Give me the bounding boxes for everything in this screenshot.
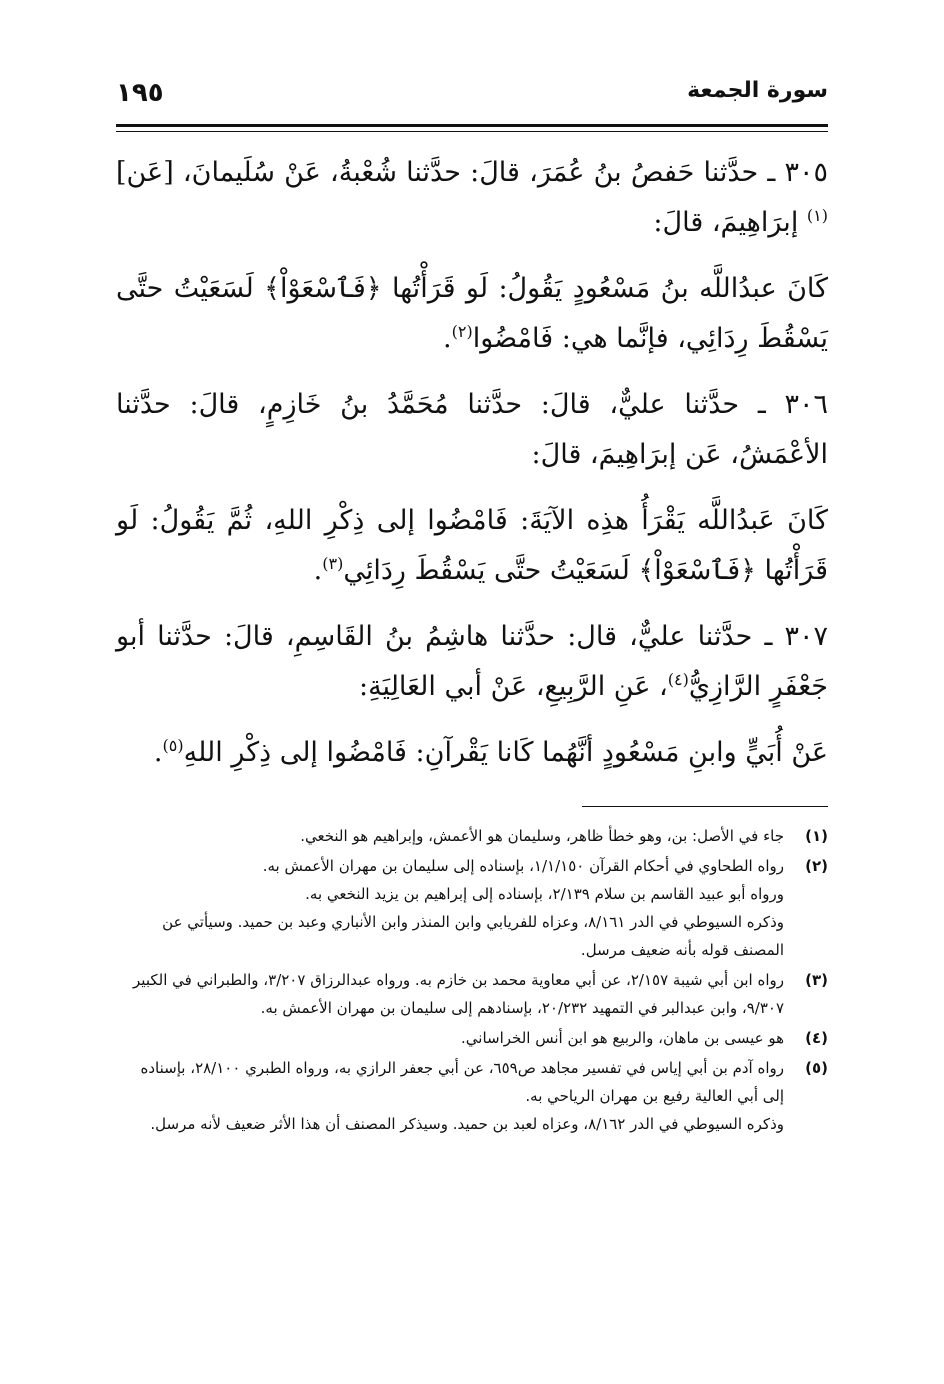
footnote-line: جاء في الأصل: بن، وهو خطأ ظاهر، وسليمان هو الأعمش، وإبراهيم هو النخعي. <box>300 827 784 845</box>
footnote-number: (٢) <box>805 857 828 875</box>
footnote-ref: (٢) <box>451 322 473 341</box>
footnote-line: وذكره السيوطي في الدر ٨/١٦١، وعزاه للفريابي وابن المنذر وابن الأنباري وعبد بن حميد. وسيأتي عن المصنف قوله بأنه ضعيف مرسل. <box>162 913 784 959</box>
footnote-body <box>116 1054 784 1138</box>
footnote-ref: (٣) <box>322 554 344 573</box>
page-header <box>116 78 828 118</box>
footnote-line: هو عيسى بن ماهان، والربيع هو ابن أنس الخراساني. <box>461 1029 784 1047</box>
text-run: كَانَ عبدُاللَّه بنُ مَسْعُودٍ يَقُولُ: لَو قَرَأْتُها ﴿فَٱسْعَوْاْ﴾ لَسَعَيْتُ حتَّى يَسْقُطَ رِدَائِي، فإنَّما هي: فَامْضُوا <box>116 273 828 354</box>
text-run: ٣٠٧ ـ حدَّثنا عليٌّ، قال: حدَّثنا هاشِمُ بنُ القَاسِمِ، قالَ: حدَّثنا أبو جَعْفَرٍ الرَّازِيُّ <box>116 621 828 702</box>
text-run: ، عَنِ الرَّبِيعِ، عَنْ أبي العَالِيَةِ: <box>358 671 668 702</box>
footnote-number: (٥) <box>805 1059 828 1077</box>
footnote-ref: (١) <box>806 206 828 225</box>
page-number: ١٩٥ <box>116 78 164 108</box>
text-run: ٣٠٦ ـ حدَّثنا عليٌّ، قالَ: حدَّثنا مُحَمَّدُ بنُ خَازِمٍ، قالَ: حدَّثنا الأعْمَشُ، عَن إبرَاهِيمَ، قالَ: <box>116 389 828 470</box>
footnotes <box>116 822 828 1140</box>
footnote-1 <box>116 822 828 850</box>
hadith-305-isnad <box>116 148 828 248</box>
footnote-3 <box>116 966 828 1022</box>
main-text <box>116 148 828 794</box>
hadith-306-matn <box>116 496 828 596</box>
header-rule-thick <box>116 124 828 127</box>
footnote-body <box>116 966 784 1022</box>
footnote-body <box>116 822 784 850</box>
footnote-5 <box>116 1054 828 1138</box>
text-run: ٣٠٥ ـ حدَّثنا حَفصُ بنُ عُمَرَ، قالَ: حدَّثنا شُعْبةُ، عَنْ سُلَيمانَ، [عَن] <box>116 157 828 188</box>
text-run: عَنْ أُبَيٍّ وابنِ مَسْعُودٍ أنَّهُما كَانا يَقْرآنِ: فَامْضُوا إلى ذِكْرِ اللهِ <box>183 737 828 768</box>
footnote-line: رواه آدم بن أبي إياس في تفسير مجاهد ص٦٥٩، عن أبي جعفر الرازي به، ورواه الطبري ٢٨/١٠٠، بإسناده إلى أبي العالية رفيع بن مهران الرياحي به. <box>140 1059 784 1105</box>
hadith-306-isnad <box>116 380 828 480</box>
text-run: . <box>443 323 452 354</box>
running-title: سورة الجمعة <box>687 78 828 103</box>
footnote-line: ورواه أبو عبيد القاسم بن سلام ٢/١٣٩، بإسناده إلى إبراهيم بن يزيد النخعي به. <box>305 885 784 903</box>
text-run: كَانَ عَبدُاللَّه يَقْرَأُ هذِه الآيَةَ: فَامْضُوا إلى ذِكْرِ اللهِ، ثُمَّ يَقُولُ: لَو قَرَأْتُها ﴿فَٱسْعَوْاْ﴾ لَسَعَيْتُ حتَّى يَسْقُطَ رِدَائِي <box>116 505 828 586</box>
header-rule-thin <box>116 131 828 132</box>
footnote-ref: (٤) <box>667 670 689 689</box>
footnote-body <box>116 852 784 964</box>
footnote-separator <box>582 806 828 807</box>
text-run: إبرَاهِيمَ، قالَ: <box>653 207 807 238</box>
hadith-307-isnad <box>116 612 828 712</box>
footnote-line: وذكره السيوطي في الدر ٨/١٦٢، وعزاه لعبد بن حميد. وسيذكر المصنف أن هذا الأثر ضعيف لأنه مرسل. <box>150 1115 784 1133</box>
footnote-number: (٤) <box>805 1029 828 1047</box>
footnote-number: (١) <box>805 827 828 845</box>
footnote-ref: (٥) <box>162 736 184 755</box>
footnote-line: رواه الطحاوي في أحكام القرآن ١/١/١٥٠، بإسناده إلى سليمان بن مهران الأعمش به. <box>262 857 784 875</box>
text-run: . <box>153 737 163 768</box>
footnote-2 <box>116 852 828 964</box>
footnote-4 <box>116 1024 828 1052</box>
footnote-body <box>116 1024 784 1052</box>
hadith-307-matn <box>116 728 828 778</box>
hadith-305-matn <box>116 264 828 364</box>
footnote-line: رواه ابن أبي شيبة ٢/١٥٧، عن أبي معاوية محمد بن خازم به. ورواه عبدالرزاق ٣/٢٠٧، والطبراني في الكبير ٩/٣٠٧، وابن عبدالبر في التمهيد ٢٠/٢٣٢، بإسنادهم إلى سليمان بن مهران الأعمش به. <box>133 971 784 1017</box>
text-run: . <box>313 555 323 586</box>
footnote-number: (٣) <box>805 971 828 989</box>
